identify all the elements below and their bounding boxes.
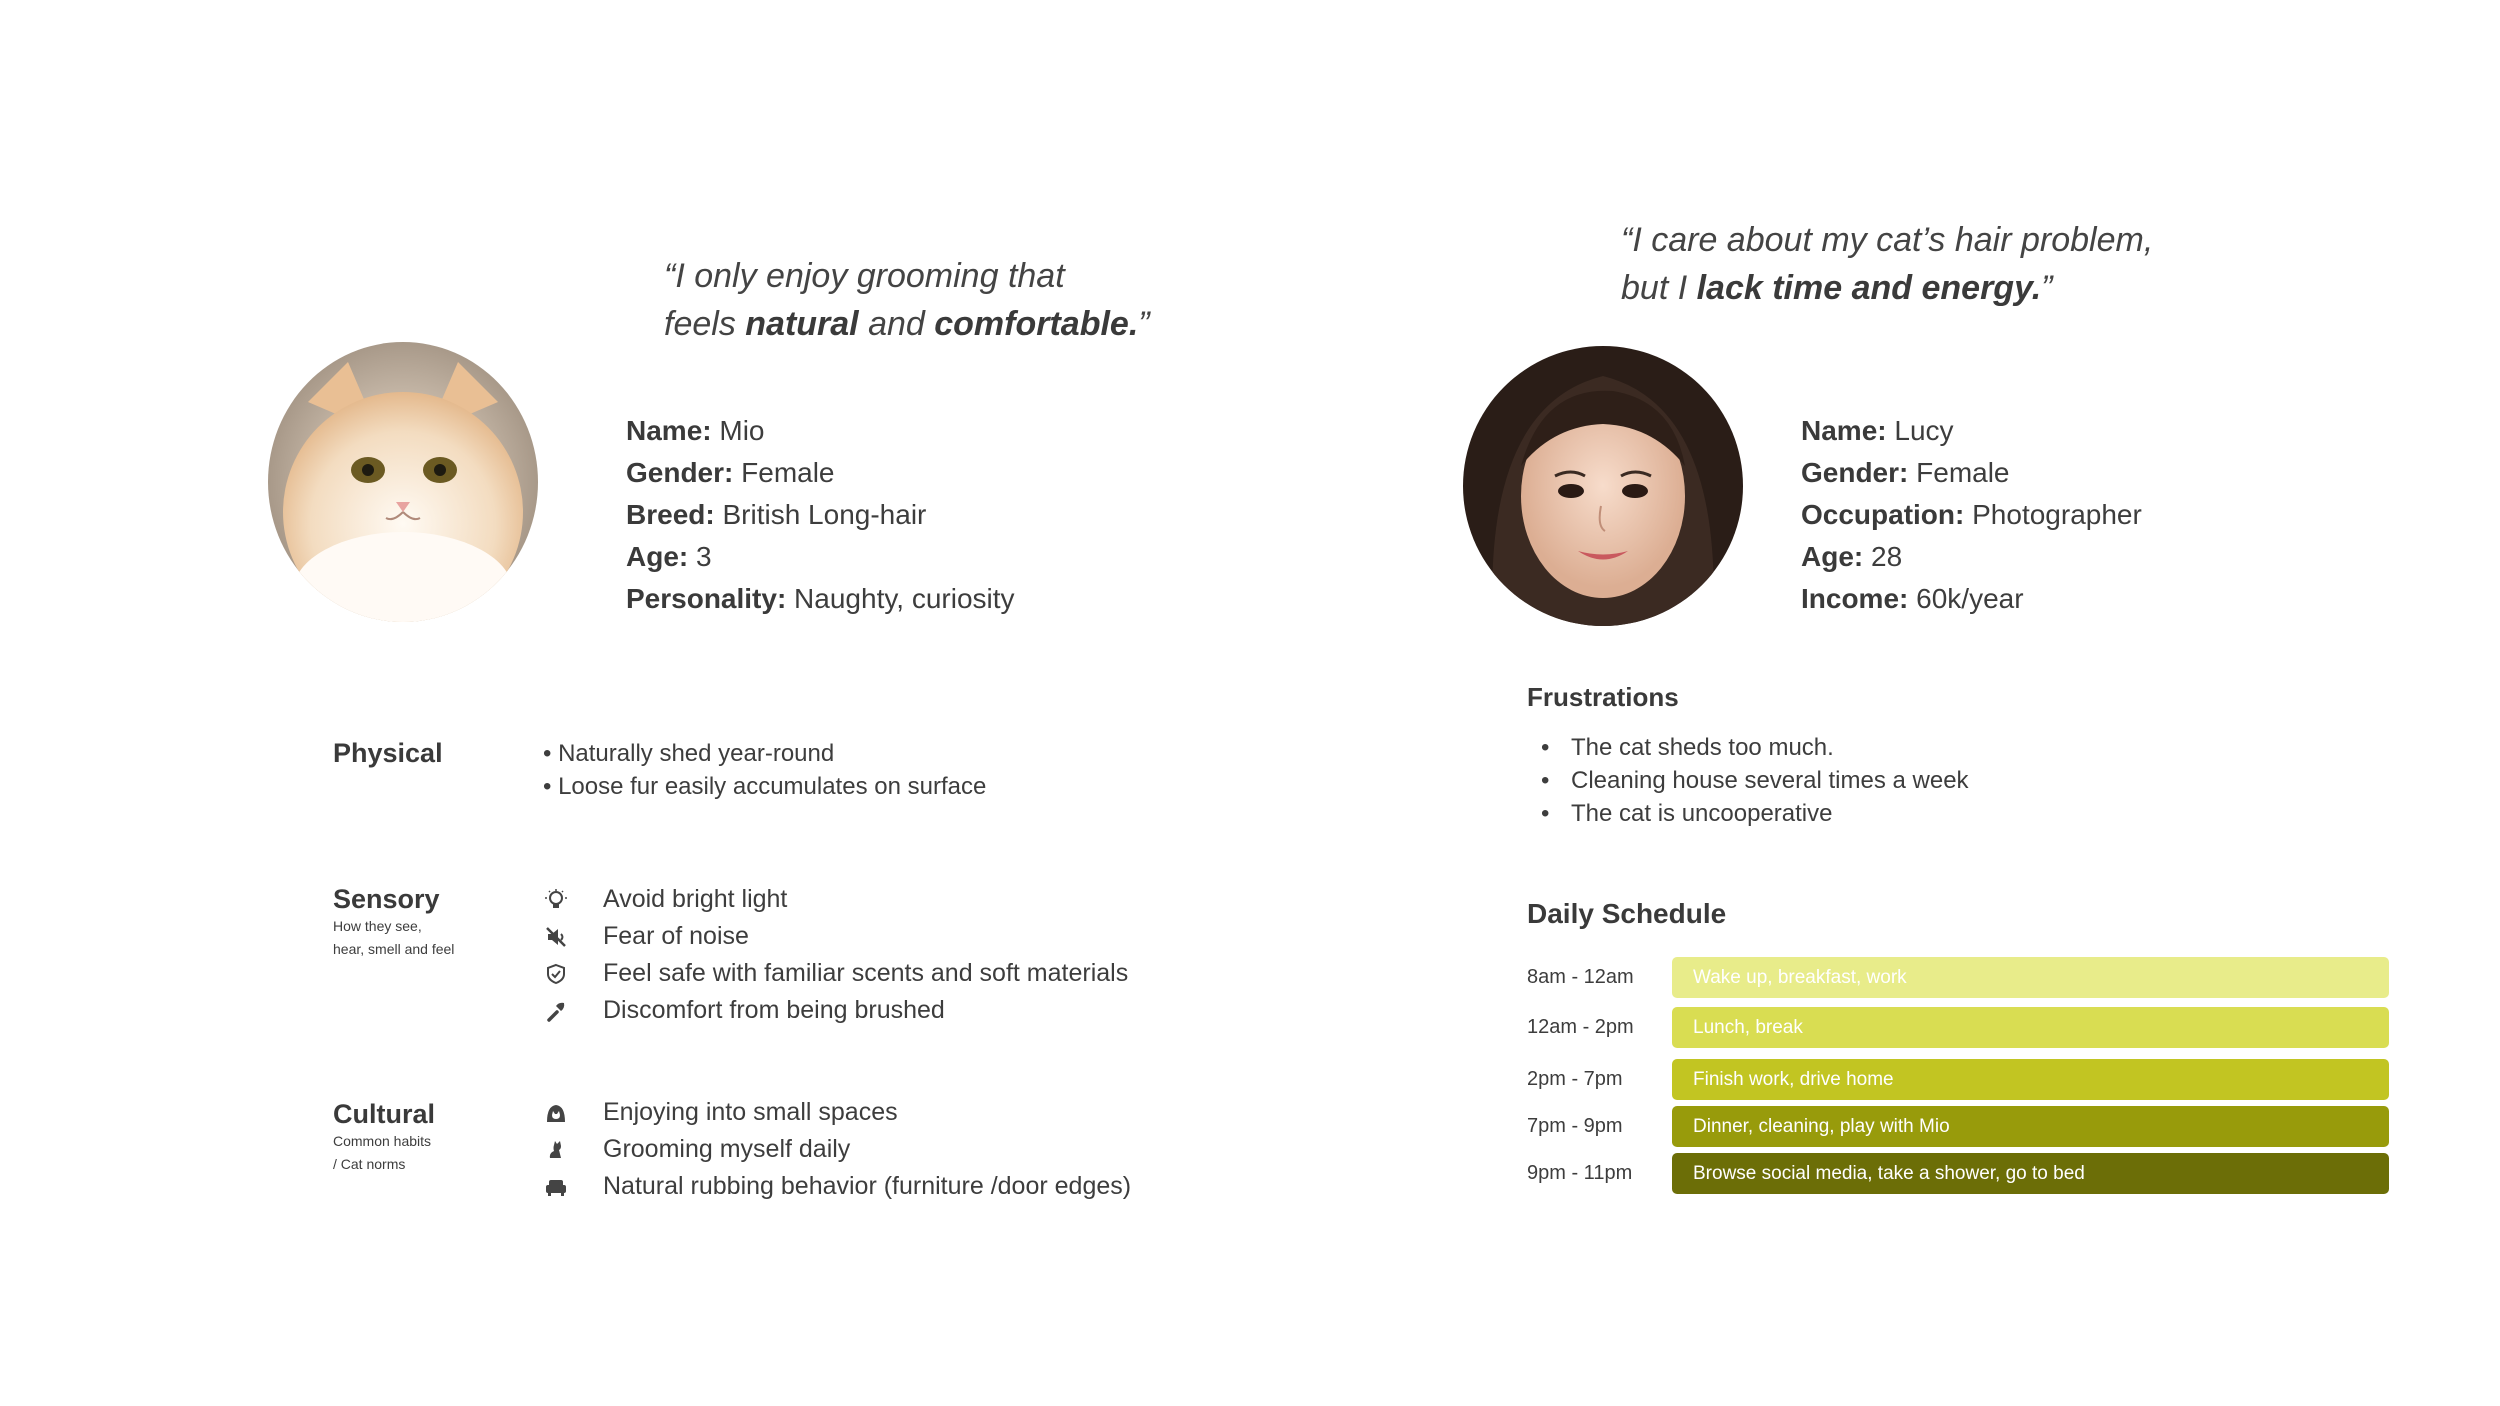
owner-avatar [1463, 346, 1743, 626]
cultural-subtitle-1: Common habits [333, 1133, 432, 1149]
list-item: • The cat sheds too much. [1527, 731, 1969, 764]
owner-profile [1801, 410, 2142, 620]
cat-name-row: Name: Mio [626, 415, 765, 446]
schedule-bar: Wake up, breakfast, work [1672, 957, 2389, 998]
cultural-list [545, 1094, 1131, 1205]
schedule-title: Daily Schedule [1527, 898, 1727, 929]
schedule-time: 8am - 12am [1527, 966, 1634, 988]
list-item: Enjoying into small spaces [545, 1094, 1131, 1131]
owner-occupation-row: Occupation: Photographer [1801, 499, 2142, 530]
schedule-time: 9pm - 11pm [1527, 1162, 1633, 1184]
list-item: Discomfort from being brushed [545, 992, 1128, 1029]
schedule-bar: Browse social media, take a shower, go to bed [1672, 1153, 2389, 1194]
schedule-time: 12am - 2pm [1527, 1016, 1634, 1038]
cat-avatar [268, 342, 538, 622]
cat-age-row: Age: 3 [626, 541, 712, 572]
sensory-subtitle-2: hear, smell and feel [333, 941, 455, 957]
owner-quote-line2: but I lack time and energy.” [1621, 269, 2053, 307]
mute-speaker-icon [545, 926, 567, 948]
sensory-title: Sensory [333, 884, 440, 914]
list-item: • Naturally shed year-round [543, 737, 986, 770]
sensory-list [545, 881, 1128, 1029]
owner-income-row: Income: 60k/year [1801, 583, 2024, 614]
cat-hide-icon [545, 1102, 567, 1124]
schedule-row [1527, 1153, 2389, 1194]
list-item: • The cat is uncooperative [1527, 797, 1969, 830]
cat-quote [664, 252, 1150, 348]
schedule-bar: Finish work, drive home [1672, 1059, 2389, 1100]
schedule-bar: Lunch, break [1672, 1007, 2389, 1048]
sensory-subtitle-1: How they see, [333, 918, 422, 934]
cultural-subtitle-2: / Cat norms [333, 1156, 406, 1172]
schedule-row [1527, 1106, 2389, 1147]
schedule-time: 7pm - 9pm [1527, 1115, 1623, 1137]
schedule-row [1527, 1059, 2389, 1100]
schedule-row [1527, 1007, 2389, 1048]
cat-quote-line1: “I only enjoy grooming that [664, 257, 1065, 295]
schedule-bar: Dinner, cleaning, play with Mio [1672, 1106, 2389, 1147]
owner-age-row: Age: 28 [1801, 541, 1903, 572]
physical-list [543, 737, 986, 803]
cultural-heading [333, 1099, 435, 1176]
list-item: Grooming myself daily [545, 1131, 1131, 1168]
list-item: • Cleaning house several times a week [1527, 764, 1969, 797]
list-item: Feel safe with familiar scents and soft materials [545, 955, 1128, 992]
cat-breed-row: Breed: British Long-hair [626, 499, 927, 530]
list-item: Avoid bright light [545, 881, 1128, 918]
list-item: Fear of noise [545, 918, 1128, 955]
owner-gender-row: Gender: Female [1801, 457, 2010, 488]
frustrations-list [1527, 731, 1969, 830]
shield-check-icon [545, 963, 567, 985]
schedule-time: 2pm - 7pm [1527, 1068, 1623, 1090]
lightbulb-icon [545, 889, 567, 911]
cultural-title: Cultural [333, 1099, 436, 1129]
frustrations-title: Frustrations [1527, 682, 1679, 712]
cat-profile [626, 410, 1015, 620]
brush-icon [545, 1000, 567, 1022]
schedule-row [1527, 957, 2389, 998]
owner-quote [1621, 216, 2153, 312]
cat-quote-line2: feels natural and comfortable.” [664, 305, 1150, 343]
list-item: • Loose fur easily accumulates on surface [543, 770, 986, 803]
cat-personality-row: Personality: Naughty, curiosity [626, 583, 1015, 614]
cat-gender-row: Gender: Female [626, 457, 835, 488]
list-item: Natural rubbing behavior (furniture /door edges) [545, 1168, 1131, 1205]
owner-quote-line1: “I care about my cat’s hair problem, [1621, 221, 2154, 259]
physical-title: Physical [333, 738, 443, 768]
sofa-icon [545, 1176, 567, 1198]
owner-name-row: Name: Lucy [1801, 415, 1954, 446]
sensory-heading [333, 884, 454, 961]
cat-groom-icon [545, 1139, 567, 1161]
